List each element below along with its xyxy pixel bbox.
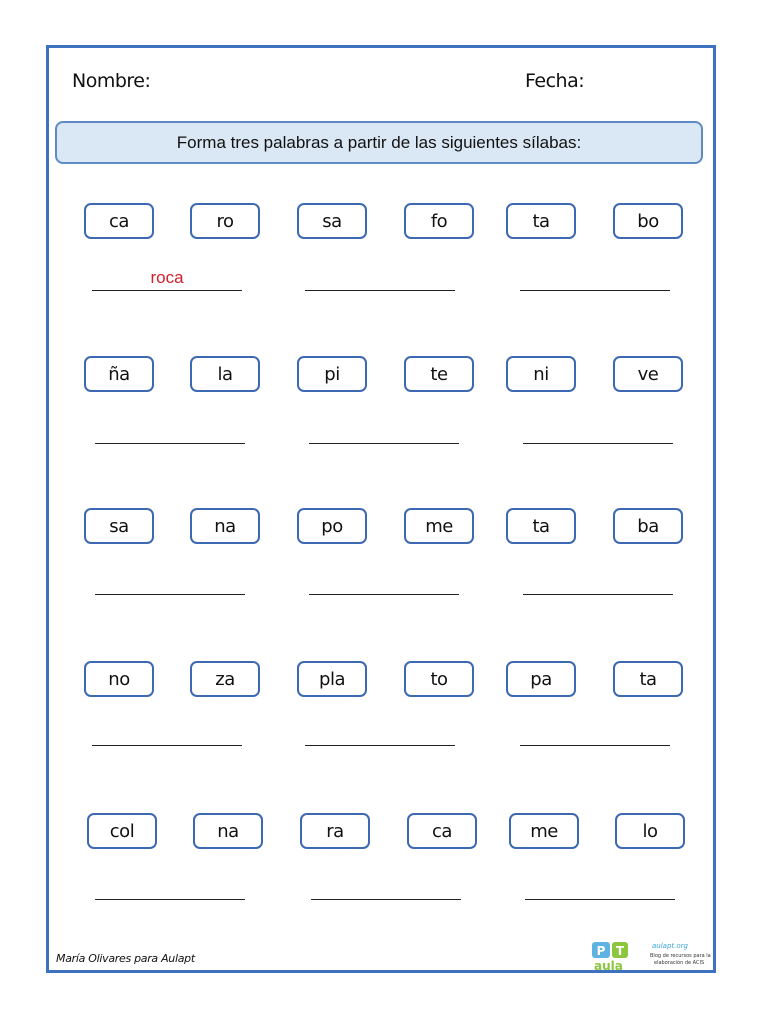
answer-line[interactable] bbox=[95, 594, 245, 595]
syllable-card: no bbox=[84, 661, 154, 697]
aulapt-logo bbox=[592, 940, 716, 972]
syllable-card: na bbox=[190, 508, 260, 544]
syllable-card: lo bbox=[615, 813, 685, 849]
svg-text:T: T bbox=[615, 944, 625, 958]
answer-line[interactable] bbox=[525, 899, 675, 900]
syllable-card: ta bbox=[613, 661, 683, 697]
answer-line[interactable] bbox=[305, 745, 455, 746]
syllable-card: la bbox=[190, 356, 260, 392]
answer-line[interactable] bbox=[520, 745, 670, 746]
syllable-card: ña bbox=[84, 356, 154, 392]
answer-line[interactable] bbox=[520, 290, 670, 291]
instruction-text: Forma tres palabras a partir de las siguientes sílabas: bbox=[176, 132, 582, 152]
syllable-card: pa bbox=[506, 661, 576, 697]
syllable-card: ni bbox=[506, 356, 576, 392]
syllable-card: bo bbox=[613, 203, 683, 239]
answer-line[interactable] bbox=[311, 899, 461, 900]
answer-line[interactable] bbox=[92, 290, 242, 291]
syllable-card: za bbox=[190, 661, 260, 697]
svg-text:P: P bbox=[596, 944, 606, 958]
syllable-card: sa bbox=[297, 203, 367, 239]
date-label: Fecha: bbox=[525, 70, 585, 92]
syllable-card: na bbox=[193, 813, 263, 849]
syllable-card: pla bbox=[297, 661, 367, 697]
syllable-card: ta bbox=[506, 203, 576, 239]
instruction-box bbox=[55, 121, 703, 164]
syllable-card: to bbox=[404, 661, 474, 697]
syllable-card: ca bbox=[407, 813, 477, 849]
logo-site: aulapt.org bbox=[652, 942, 688, 950]
syllable-card: col bbox=[87, 813, 157, 849]
answer-line[interactable] bbox=[523, 443, 673, 444]
answer-line[interactable] bbox=[95, 443, 245, 444]
name-label: Nombre: bbox=[72, 70, 151, 92]
syllable-card: te bbox=[404, 356, 474, 392]
answer-text: roca bbox=[150, 268, 184, 287]
logo-tagline-2: elaboración de ACIS bbox=[654, 960, 705, 966]
syllable-card: fo bbox=[404, 203, 474, 239]
syllable-card: me bbox=[404, 508, 474, 544]
syllable-card: ve bbox=[613, 356, 683, 392]
answer-line[interactable] bbox=[305, 290, 455, 291]
syllable-card: sa bbox=[84, 508, 154, 544]
syllable-card: ro bbox=[190, 203, 260, 239]
syllable-card: ba bbox=[613, 508, 683, 544]
answer-line[interactable] bbox=[523, 594, 673, 595]
answer-line[interactable] bbox=[95, 899, 245, 900]
logo-tagline-1: Blog de recursos para la bbox=[650, 953, 711, 959]
svg-text:aula: aula bbox=[594, 959, 623, 972]
syllable-card: pi bbox=[297, 356, 367, 392]
syllable-card: po bbox=[297, 508, 367, 544]
syllable-card: ta bbox=[506, 508, 576, 544]
footer-credit: María Olivares para Aulapt bbox=[56, 952, 195, 965]
answer-line[interactable] bbox=[92, 745, 242, 746]
syllable-card: me bbox=[509, 813, 579, 849]
syllable-card: ra bbox=[300, 813, 370, 849]
answer-line[interactable] bbox=[309, 594, 459, 595]
syllable-card: ca bbox=[84, 203, 154, 239]
answer-line[interactable] bbox=[309, 443, 459, 444]
